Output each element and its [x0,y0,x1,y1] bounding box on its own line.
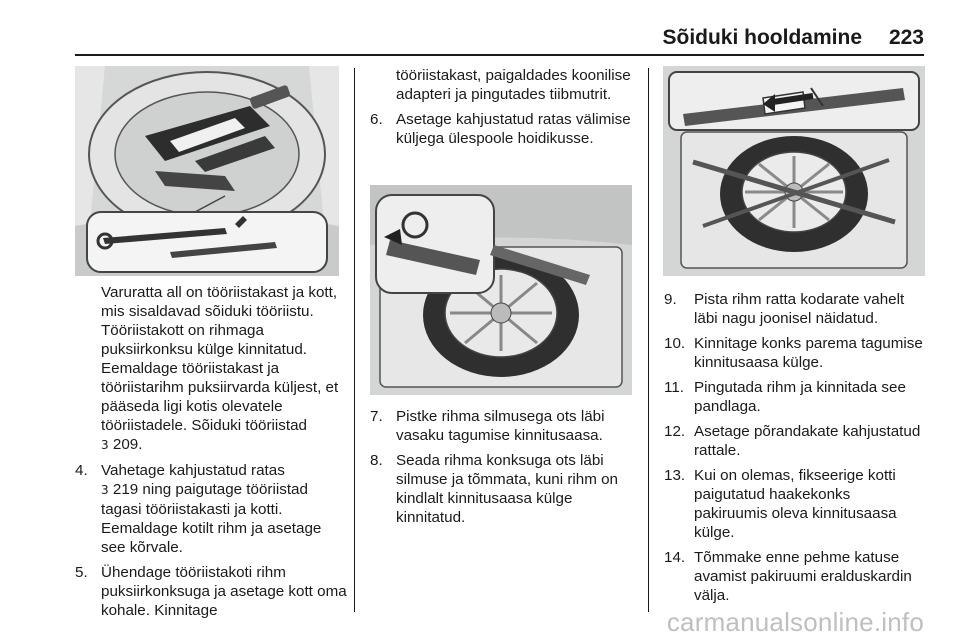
step-5: 5. Ühendage tööriistakoti rihm puksiirkonksuga ja asetage kott oma kohale. Kinnitage [75,564,347,619]
step-12: 12. Asetage põrandakate kahjustatud rattale. [664,423,921,459]
page-reference-arrow-icon: 3 [101,483,109,497]
intro-reference-page: 209. [112,436,143,453]
page-header [0,0,960,58]
step-9: 9. Pista rihm ratta kodarate vahelt läbi nagu joonisel näidatud. [664,291,905,327]
step-number: 13. [664,467,686,484]
strap-loop-illustration [370,185,632,395]
step-10: 10. Kinnitage konks parema tagumise kinnitusaasa külge. [664,335,923,371]
step-number: 6. [370,111,383,128]
figure-strap-loop [370,185,632,395]
column-1-text [75,283,349,626]
step-number: 4. [75,462,88,479]
step-number: 5. [75,564,88,581]
column-3-text [664,290,926,611]
page-reference-arrow-icon: 3 [101,438,109,452]
step-number: 12. [664,423,686,440]
section-title: Sõiduki hooldamine [662,26,862,49]
step-11: 11. Pingutada rihm ja kinnitada see pandlaga. [664,379,906,415]
watermark: carmanualsonline.info [666,607,924,637]
column-divider-2 [648,68,649,612]
tool-kit-illustration [75,66,339,276]
figure-strap-wheel [663,66,925,276]
step-number: 7. [370,408,383,425]
step-number: 14. [664,549,686,566]
step-number: 9. [664,291,677,308]
strap-wheel-illustration [663,66,925,276]
step-number: 8. [370,452,383,469]
step-8: 8. Seada rihma konksuga ots läbi silmuse ja tõmmata, kuni rihm on kindlalt kinnitusaasa külge kinnitatud. [370,452,618,526]
step-7: 7. Pistke rihma silmusega ots läbi vasaku tagumise kinnitusaasa. [370,408,605,444]
page-number: 223 [888,26,924,49]
step-number: 10. [664,335,686,352]
header-rule [75,54,924,56]
step-14: 14. Tõmmake enne pehme katuse avamist pakiruumi eralduskardin välja. [664,549,912,604]
step-4: 4. Vahetage kahjustatud ratas 3 219 ning paigutage tööriistad tagasi tööriistakasti ja kotti. Eemaldage kotilt rihm ja asetage see kõrvale. [75,462,322,556]
step-13: 13. Kui on olemas, fikseerige kotti paigutatud haakekonks pakiruumis oleva kinnitusaasa külge. [664,467,897,541]
step-number: 11. [664,379,684,396]
intro-paragraph: Varuratta all on tööriistakast ja kott, mis sisaldavad sõiduki tööriistu. Tööriistakott on rihmaga puksiirkonksu külge kinnitatud. Eemaldage tööriistakast ja tööriistarihm puksiirvarda küljest, et pääseda ligi kotis olevatele tööriistadele. Sõiduki tööriistad 3 209. [101,284,339,453]
column-2-top-text [370,66,640,154]
column-divider-1 [354,68,355,612]
column-2-bottom-text [370,407,642,533]
step-6: 6. Asetage kahjustatud ratas välimise küljega ülespoole hoidikusse. [370,111,631,147]
continued-paragraph: tööriistakast, paigaldades koonilise adapteri ja pingutades tiibmutrit. [396,67,631,103]
figure-tool-kit [75,66,339,276]
